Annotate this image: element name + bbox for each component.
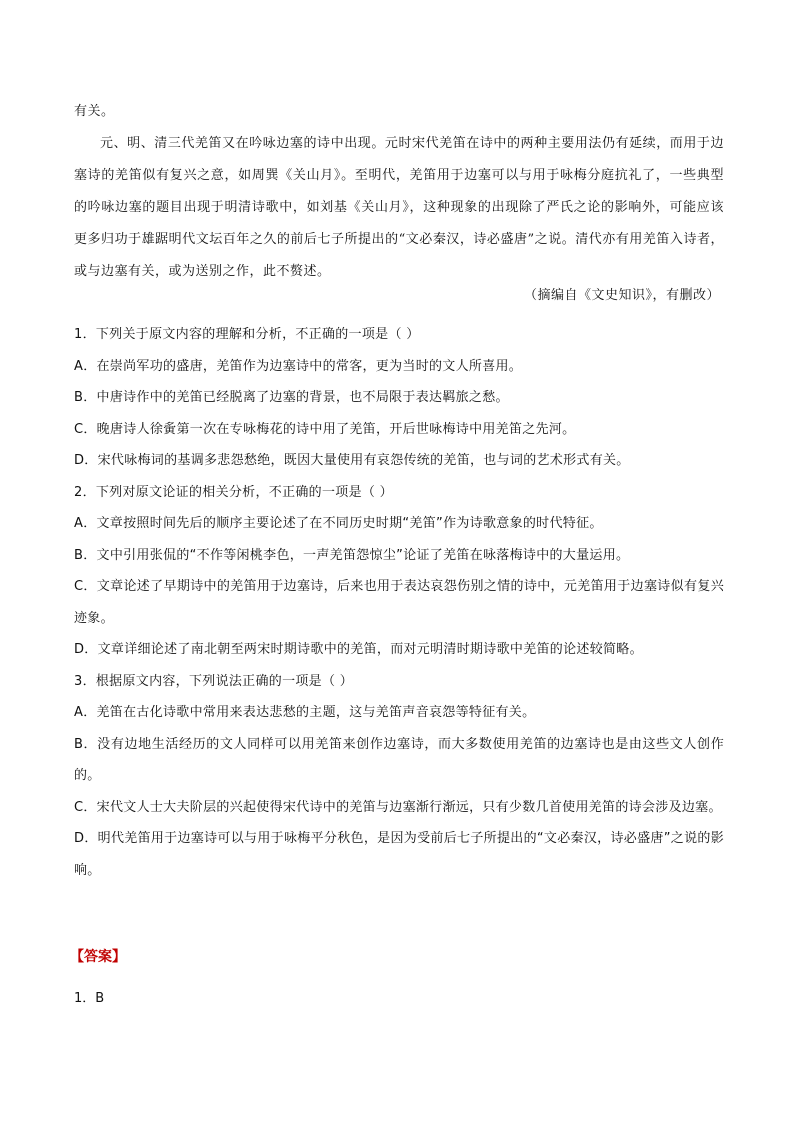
option-b: B．没有边地生活经历的文人同样可以用羌笛来创作边塞诗，而大多数使用羌笛的边塞诗也是由这些文人创作的。 (74, 736, 724, 783)
option-c: C．晚唐诗人徐夤第一次在专咏梅花的诗中用了羌笛，开后世咏梅诗中用羌笛之先河。 (74, 421, 576, 437)
option-b: B．文中引用张侃的“不作等闲桃李色，一声羌笛怨惊尘”论证了羌笛在咏落梅诗中的大量运用。 (74, 547, 630, 563)
answer-heading: 【答案】 (70, 949, 126, 965)
reading-passage (74, 96, 724, 288)
option-a: A．文章按照时间先后的顺序主要论述了在不同历史时期“羌笛”作为诗歌意象的时代特征。 (74, 516, 603, 531)
passage-paragraph: 有关。 (74, 104, 115, 119)
question-2 (74, 477, 724, 666)
question-stem: 3．根据原文内容，下列说法正确的一项是（ ） (74, 673, 354, 689)
option-a: A．在崇尚军功的盛唐，羌笛作为边塞诗中的常客，更为当时的文人所喜用。 (74, 358, 523, 374)
question-stem: 1．下列关于原文内容的理解和分析，不正确的一项是（ ） (74, 327, 420, 342)
answer-line: 1．B (74, 991, 105, 1006)
option-d: D．宋代咏梅词的基调多悲怨愁绝，既因大量使用有哀怨传统的羌笛，也与词的艺术形式有关。 (74, 453, 630, 468)
question-list (74, 319, 724, 886)
option-a: A．羌笛在古化诗歌中常用来表达悲愁的主题，这与羌笛声音哀怨等特征有关。 (74, 705, 536, 720)
option-d: D．文章详细论述了南北朝至两宋时期诗歌中的羌笛，而对元明清时期诗歌中羌笛的论述较简略。 (74, 642, 643, 657)
question-1 (74, 319, 724, 477)
question-3 (74, 666, 724, 887)
answer-section (70, 945, 126, 1009)
passage-paragraph: 元、明、清三代羌笛又在吟咏边塞的诗中出现。元时宋代羌笛在诗中的两种主要用法仍有延续，而用于边塞诗的羌笛似有复兴之意，如周巽《关山月》。至明代，羌笛用于边塞可以与用于咏梅分庭抗礼了，一些典型的吟咏边塞的题目出现于明清诗歌中，如刘基《关山月》，这种现象的出现除了严氏之论的影响外，可能应该更多归功于雄踞明代文坛百年之久的前后七子所提出的“文必秦汉，诗必盛唐”之说。清代亦有用羌笛入诗者，或与边塞有关，或为送别之作，此不赘述。 (74, 136, 724, 279)
passage-source: （摘编自《文史知识》，有删改） (523, 288, 720, 303)
option-d: D．明代羌笛用于边塞诗可以与用于咏梅平分秋色，是因为受前后七子所提出的“文必秦汉，诗必盛唐”之说的影响。 (74, 831, 724, 878)
option-c: C．文章论述了早期诗中的羌笛用于边塞诗，后来也用于表达哀怨伤别之情的诗中，元羌笛用于边塞诗似有复兴迹象。 (74, 579, 724, 626)
question-stem: 2．下列对原文论证的相关分析，不正确的一项是（ ） (74, 484, 393, 500)
option-b: B．中唐诗作中的羌笛已经脱离了边塞的背景，也不局限于表达羁旅之愁。 (74, 390, 509, 405)
option-c: C．宋代文人士大夫阶层的兴起使得宋代诗中的羌笛与边塞渐行渐远，只有少数几首使用羌笛的诗会涉及边塞。 (74, 799, 722, 815)
